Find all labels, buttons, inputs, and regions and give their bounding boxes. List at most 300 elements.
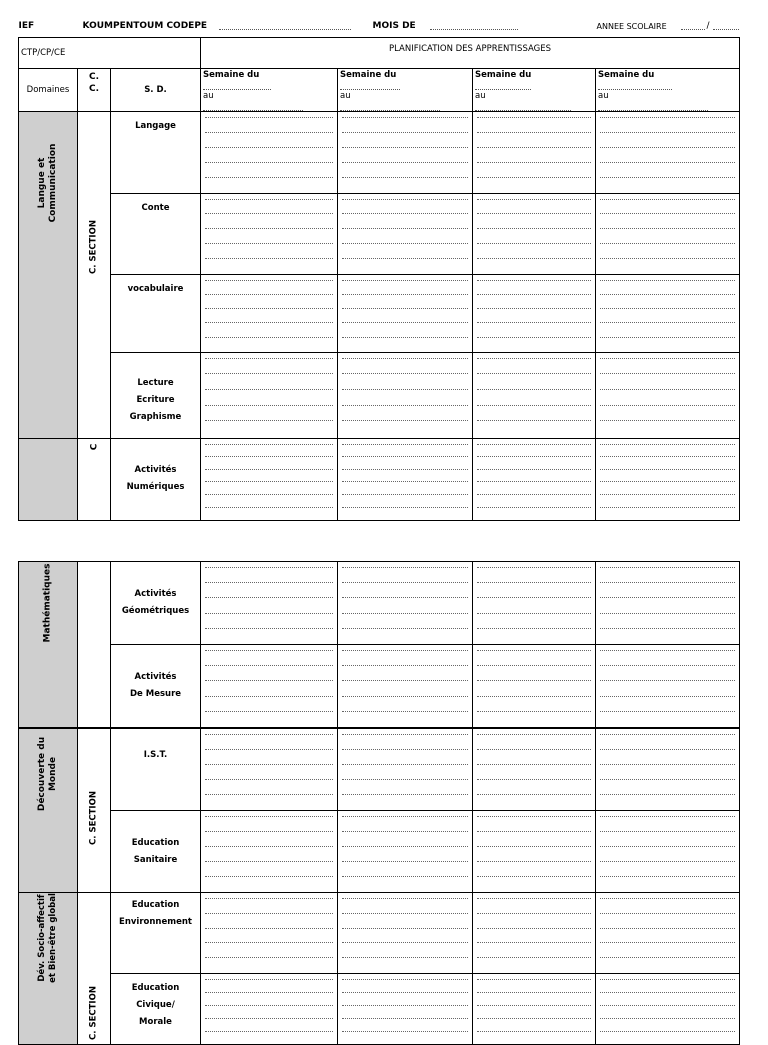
- writing-line: [205, 749, 333, 750]
- week1-sanitaire[interactable]: [201, 811, 338, 893]
- writing-line: [205, 846, 333, 847]
- writing-line: [600, 650, 735, 651]
- writing-line: [477, 358, 591, 359]
- sd-sanitaire-1: Education: [131, 837, 180, 848]
- week2-sanitaire[interactable]: [338, 811, 473, 893]
- writing-line: [600, 147, 735, 148]
- writing-line: [342, 613, 468, 614]
- writing-line: [600, 162, 735, 163]
- writing-line: [205, 228, 333, 229]
- sd-ist: I.S.T.: [143, 750, 168, 760]
- writing-line: [477, 162, 591, 163]
- writing-line: [342, 846, 468, 847]
- sd-numeriques: Numériques: [126, 482, 185, 492]
- writing-line: [477, 1031, 591, 1032]
- writing-line: [477, 942, 591, 943]
- row-mesure: [19, 645, 740, 729]
- week1-ist[interactable]: [201, 728, 338, 811]
- sd-conte: Conte: [141, 202, 170, 213]
- writing-line: [342, 861, 468, 862]
- writing-line: [600, 337, 735, 338]
- writing-line: [342, 992, 468, 993]
- domain-dev-cell: [19, 893, 78, 1045]
- writing-line: [205, 1018, 333, 1019]
- koumpentoum-dots: [219, 21, 351, 30]
- writing-line: [477, 979, 591, 980]
- header-row: [19, 18, 740, 37]
- writing-line: [477, 1018, 591, 1019]
- annee-dots-1: [681, 21, 705, 30]
- writing-line: [600, 507, 735, 508]
- week3-numeriques[interactable]: [473, 438, 596, 520]
- sd-act-geo-1: Activités: [134, 589, 177, 599]
- writing-line: [205, 597, 333, 598]
- writing-line: [342, 597, 468, 598]
- writing-line: [342, 1031, 468, 1032]
- writing-line: [600, 322, 735, 323]
- writing-line: [205, 456, 333, 457]
- writing-line: [342, 389, 468, 390]
- row-conte: [19, 193, 740, 274]
- domain-maths-cell: [19, 562, 78, 729]
- domaines-header: Domaines: [26, 84, 70, 95]
- writing-line: [477, 794, 591, 795]
- row-geometriques: [19, 562, 740, 645]
- writing-line: [205, 243, 333, 244]
- writing-line: [600, 831, 735, 832]
- week4-ist[interactable]: [596, 728, 740, 811]
- writing-line: [205, 831, 333, 832]
- writing-line: [342, 942, 468, 943]
- writing-line: [477, 957, 591, 958]
- week4-langage[interactable]: [596, 111, 740, 193]
- writing-line: [477, 876, 591, 877]
- domain-dev-2: et Bien-être global: [48, 893, 58, 983]
- sd-langage: Langage: [135, 120, 176, 131]
- writing-line: [600, 816, 735, 817]
- writing-line: [205, 992, 333, 993]
- writing-line: [342, 420, 468, 421]
- week2-lecture[interactable]: [338, 352, 473, 438]
- writing-line: [205, 861, 333, 862]
- writing-line: [600, 494, 735, 495]
- week-header-2: [338, 68, 473, 111]
- week3-mesure[interactable]: [473, 645, 596, 729]
- domain-decouverte-2: Monde: [48, 757, 58, 792]
- week1-mesure[interactable]: [201, 645, 338, 729]
- writing-line: [342, 294, 468, 295]
- writing-line: [342, 779, 468, 780]
- writing-line: [205, 358, 333, 359]
- writing-line: [477, 494, 591, 495]
- writing-line: [600, 898, 735, 899]
- section-label: C. SECTION: [88, 220, 99, 275]
- writing-line: [477, 696, 591, 697]
- writing-line: [477, 846, 591, 847]
- writing-line: [205, 913, 333, 914]
- writing-line: [342, 243, 468, 244]
- row-vocabulaire: [19, 274, 740, 352]
- writing-line: [477, 507, 591, 508]
- writing-line: [600, 258, 735, 259]
- writing-line: [477, 177, 591, 178]
- writing-line: [205, 469, 333, 470]
- writing-line: [477, 628, 591, 629]
- writing-line: [600, 444, 735, 445]
- plan-title: PLANIFICATION DES APPRENTISSAGES: [388, 43, 552, 54]
- writing-line: [205, 711, 333, 712]
- writing-line: [342, 481, 468, 482]
- week3-lecture[interactable]: [473, 352, 596, 438]
- writing-line: [205, 928, 333, 929]
- column-header-row: [19, 68, 740, 111]
- row-numeriques: [19, 438, 740, 520]
- writing-line: [600, 308, 735, 309]
- week3-environnement[interactable]: [473, 893, 596, 974]
- writing-line: [342, 898, 468, 899]
- annee-sep: /: [706, 21, 710, 31]
- writing-line: [600, 228, 735, 229]
- writing-line: [205, 420, 333, 421]
- writing-line: [342, 696, 468, 697]
- writing-line: [600, 711, 735, 712]
- writing-line: [477, 420, 591, 421]
- sd-graphisme: Graphisme: [129, 411, 182, 422]
- writing-line: [600, 794, 735, 795]
- writing-line: [205, 132, 333, 133]
- sd-env-2: Environnement: [119, 917, 192, 927]
- week1-vocabulaire[interactable]: [201, 274, 338, 352]
- writing-line: [477, 481, 591, 482]
- writing-line: [477, 913, 591, 914]
- writing-line: [600, 420, 735, 421]
- week3-sanitaire[interactable]: [473, 811, 596, 893]
- writing-line: [205, 147, 333, 148]
- week2-geometriques[interactable]: [338, 562, 473, 645]
- writing-line: [205, 280, 333, 281]
- writing-line: [477, 117, 591, 118]
- writing-line: [342, 665, 468, 666]
- writing-line: [477, 389, 591, 390]
- section-label-2: C. SECTION: [88, 791, 99, 846]
- writing-line: [342, 469, 468, 470]
- week4-vocabulaire[interactable]: [596, 274, 740, 352]
- writing-line: [342, 1018, 468, 1019]
- writing-line: [477, 373, 591, 374]
- writing-line: [477, 665, 591, 666]
- writing-line: [477, 734, 591, 735]
- writing-line: [477, 228, 591, 229]
- writing-line: [600, 957, 735, 958]
- writing-line: [477, 469, 591, 470]
- writing-line: [342, 913, 468, 914]
- writing-line: [477, 613, 591, 614]
- writing-line: [477, 831, 591, 832]
- week1-civique[interactable]: [201, 974, 338, 1045]
- koumpentoum-label: KOUMPENTOUM CODEPE: [82, 21, 208, 31]
- week4-lecture[interactable]: [596, 352, 740, 438]
- annee-dots-2: [713, 21, 739, 30]
- writing-line: [477, 213, 591, 214]
- writing-line: [477, 650, 591, 651]
- week2-langage[interactable]: [338, 111, 473, 193]
- week1-numeriques[interactable]: [201, 438, 338, 520]
- sd-sanitaire-2: Sanitaire: [133, 854, 178, 865]
- week-label: Semaine du: [598, 69, 655, 80]
- sd-lecture: Lecture: [137, 377, 174, 388]
- writing-line: [477, 928, 591, 929]
- domain-langue-cell: [19, 111, 78, 438]
- writing-line: [477, 992, 591, 993]
- week3-vocabulaire[interactable]: [473, 274, 596, 352]
- writing-line: [477, 567, 591, 568]
- row-lecture: [19, 352, 740, 438]
- writing-line: [600, 696, 735, 697]
- week1-langage[interactable]: [201, 111, 338, 193]
- cc-header-2: C.: [88, 83, 100, 94]
- writing-line: [205, 389, 333, 390]
- classes-label: CTP/CP/CE: [21, 47, 66, 58]
- writing-line: [477, 816, 591, 817]
- writing-line: [205, 1005, 333, 1006]
- writing-line: [477, 444, 591, 445]
- section-label-3: C. SECTION: [88, 986, 99, 1040]
- au-label: au: [203, 90, 214, 101]
- writing-line: [600, 582, 735, 583]
- writing-line: [600, 117, 735, 118]
- writing-line: [477, 749, 591, 750]
- week4-sanitaire[interactable]: [596, 811, 740, 893]
- writing-line: [342, 794, 468, 795]
- writing-line: [205, 665, 333, 666]
- writing-line: [600, 861, 735, 862]
- writing-line: [342, 228, 468, 229]
- writing-line: [205, 507, 333, 508]
- sd-act-geo-2: Géométriques: [121, 606, 190, 616]
- writing-line: [600, 942, 735, 943]
- writing-line: [600, 734, 735, 735]
- writing-line: [205, 898, 333, 899]
- writing-line: [477, 280, 591, 281]
- writing-line: [205, 957, 333, 958]
- writing-line: [205, 308, 333, 309]
- writing-line: [342, 831, 468, 832]
- week-header-1: [201, 68, 338, 111]
- writing-line: [600, 992, 735, 993]
- writing-line: [342, 749, 468, 750]
- domain-dev-1: Dév. Socio-affectif: [37, 894, 47, 982]
- writing-line: [477, 597, 591, 598]
- au-label: au: [475, 90, 486, 101]
- writing-line: [342, 507, 468, 508]
- writing-line: [600, 199, 735, 200]
- writing-line: [342, 308, 468, 309]
- writing-line: [600, 876, 735, 877]
- writing-line: [205, 650, 333, 651]
- writing-line: [342, 711, 468, 712]
- section-cell-2: [78, 728, 111, 893]
- writing-line: [600, 628, 735, 629]
- week2-mesure[interactable]: [338, 645, 473, 729]
- writing-line: [600, 1031, 735, 1032]
- week1-environnement[interactable]: [201, 893, 338, 974]
- domain-decouverte-1: Découverte du: [37, 737, 47, 812]
- annee-label: ANNEE SCOLAIRE: [596, 22, 667, 31]
- week1-lecture[interactable]: [201, 352, 338, 438]
- writing-line: [477, 322, 591, 323]
- writing-line: [342, 358, 468, 359]
- domain-maths: Mathématiques: [42, 563, 53, 643]
- writing-line: [342, 764, 468, 765]
- week2-vocabulaire[interactable]: [338, 274, 473, 352]
- week4-civique[interactable]: [596, 974, 740, 1045]
- writing-line: [600, 358, 735, 359]
- mois-dots: [430, 21, 518, 30]
- writing-line: [205, 481, 333, 482]
- week3-ist[interactable]: [473, 728, 596, 811]
- writing-line: [342, 567, 468, 568]
- writing-line: [342, 322, 468, 323]
- writing-line: [477, 779, 591, 780]
- writing-line: [600, 389, 735, 390]
- planning-table-bottom: [18, 561, 740, 1045]
- week3-civique[interactable]: [473, 974, 596, 1045]
- writing-line: [205, 494, 333, 495]
- writing-line: [600, 846, 735, 847]
- domain-langue-2: Communication: [48, 143, 58, 222]
- week1-geometriques[interactable]: [201, 562, 338, 645]
- writing-line: [205, 876, 333, 877]
- writing-line: [205, 979, 333, 980]
- writing-line: [205, 628, 333, 629]
- writing-line: [205, 567, 333, 568]
- week1-conte[interactable]: [201, 193, 338, 274]
- writing-line: [205, 373, 333, 374]
- writing-line: [205, 734, 333, 735]
- writing-line: [600, 456, 735, 457]
- writing-line: [477, 1005, 591, 1006]
- writing-line: [342, 816, 468, 817]
- writing-line: [477, 405, 591, 406]
- writing-line: [600, 764, 735, 765]
- writing-line: [477, 711, 591, 712]
- writing-line: [205, 680, 333, 681]
- writing-line: [205, 696, 333, 697]
- writing-line: [600, 913, 735, 914]
- section-cell-3: [78, 893, 111, 1045]
- writing-line: [600, 613, 735, 614]
- cc-header-1: C.: [88, 71, 100, 82]
- writing-line: [205, 162, 333, 163]
- writing-line: [477, 147, 591, 148]
- writing-line: [600, 294, 735, 295]
- week4-environnement[interactable]: [596, 893, 740, 974]
- section-cell: [78, 111, 111, 438]
- writing-line: [600, 665, 735, 666]
- sd-env-1: Education: [131, 900, 180, 910]
- writing-line: [342, 373, 468, 374]
- writing-line: [342, 147, 468, 148]
- week4-conte[interactable]: [596, 193, 740, 274]
- writing-line: [477, 898, 591, 899]
- sd-act-mes-1: Activités: [134, 672, 177, 682]
- writing-line: [342, 628, 468, 629]
- writing-line: [600, 213, 735, 214]
- writing-line: [600, 1005, 735, 1006]
- row-environnement: [19, 893, 740, 974]
- writing-line: [205, 613, 333, 614]
- week4-geometriques[interactable]: [596, 562, 740, 645]
- domain-decouverte-cell: [19, 728, 78, 893]
- writing-line: [205, 1031, 333, 1032]
- writing-line: [477, 861, 591, 862]
- writing-line: [205, 258, 333, 259]
- writing-line: [205, 322, 333, 323]
- writing-line: [342, 132, 468, 133]
- au-label: au: [340, 90, 351, 101]
- writing-line: [205, 117, 333, 118]
- writing-line: [477, 294, 591, 295]
- writing-line: [600, 469, 735, 470]
- week2-ist[interactable]: [338, 728, 473, 811]
- row-civique: [19, 974, 740, 1045]
- writing-line: [600, 680, 735, 681]
- writing-line: [342, 162, 468, 163]
- writing-line: [600, 373, 735, 374]
- writing-line: [600, 749, 735, 750]
- week3-geometriques[interactable]: [473, 562, 596, 645]
- writing-line: [342, 456, 468, 457]
- writing-line: [205, 582, 333, 583]
- writing-line: [342, 258, 468, 259]
- writing-line: [342, 957, 468, 958]
- writing-line: [205, 794, 333, 795]
- writing-line: [342, 280, 468, 281]
- writing-line: [477, 258, 591, 259]
- week3-langage[interactable]: [473, 111, 596, 193]
- week2-environnement[interactable]: [338, 893, 473, 974]
- week2-conte[interactable]: [338, 193, 473, 274]
- week4-mesure[interactable]: [596, 645, 740, 729]
- row-sanitaire: [19, 811, 740, 893]
- writing-line: [342, 494, 468, 495]
- week3-conte[interactable]: [473, 193, 596, 274]
- writing-line: [205, 405, 333, 406]
- writing-line: [600, 405, 735, 406]
- writing-line: [342, 1005, 468, 1006]
- sd-vocabulaire: vocabulaire: [127, 283, 184, 294]
- writing-line: [600, 779, 735, 780]
- sd-ecriture: Ecriture: [136, 394, 175, 405]
- writing-line: [600, 567, 735, 568]
- week4-numeriques[interactable]: [596, 438, 740, 520]
- writing-line: [600, 597, 735, 598]
- writing-line: [205, 177, 333, 178]
- writing-line: [205, 816, 333, 817]
- writing-line: [342, 650, 468, 651]
- domain-maths-top: [19, 438, 78, 520]
- week-label: Semaine du: [203, 69, 260, 80]
- writing-line: [477, 243, 591, 244]
- week2-civique[interactable]: [338, 974, 473, 1045]
- writing-line: [600, 280, 735, 281]
- week2-numeriques[interactable]: [338, 438, 473, 520]
- writing-line: [205, 337, 333, 338]
- writing-line: [342, 582, 468, 583]
- writing-line: [342, 405, 468, 406]
- writing-line: [205, 444, 333, 445]
- week-label: Semaine du: [340, 69, 397, 80]
